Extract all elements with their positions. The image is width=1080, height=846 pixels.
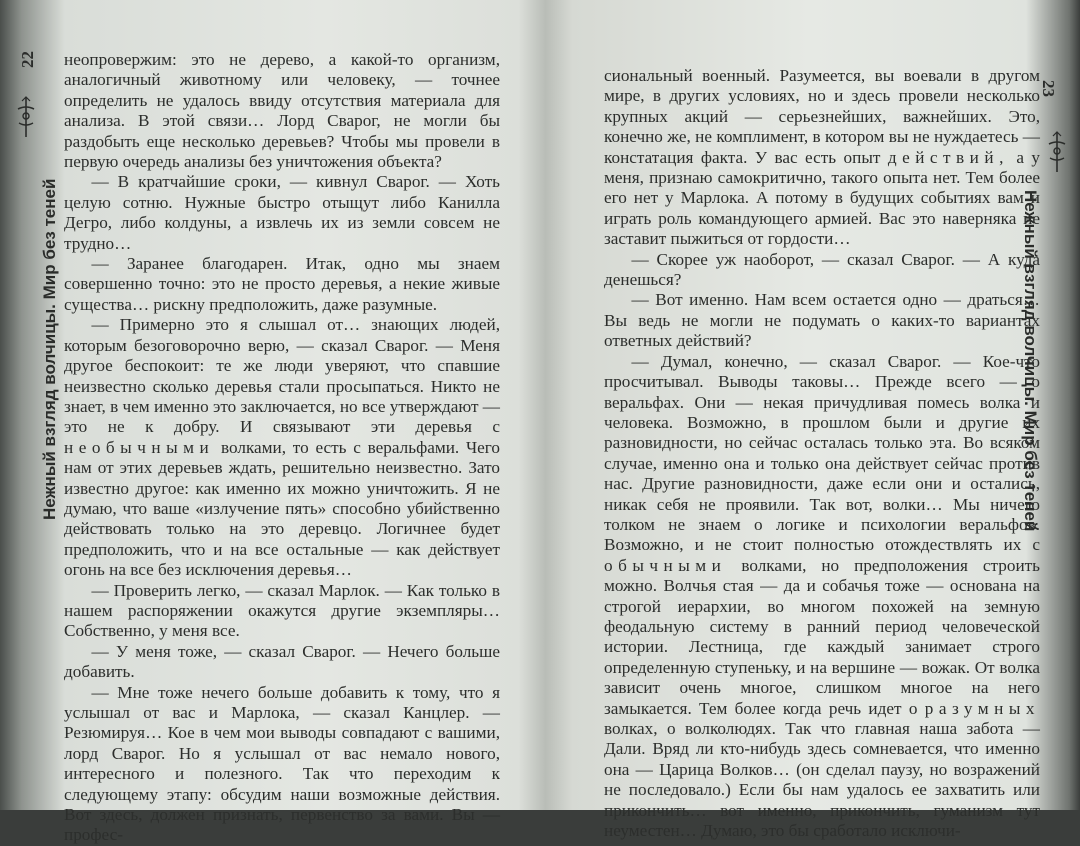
page-number: 23 [1039,80,1058,97]
paragraph: — В кратчайшие сроки, — кивнул Сварог. — Хоть целую сотню. Нужные быстро отыщут либо Канилла Дегро, либо колдуны, а извлечь их из земли совсем не трудно… [64,172,500,253]
body-text [604,66,1040,841]
emphasized-word: действий, [887,147,1009,167]
paragraph-text: а у меня, признаю самокритично, такого опыта нет. Тем более его нет у Марлока. А потому в будущих событиях вам и играть роль командующего армией. Вас это наверняка не заставит пыжиться от гордости… [604,147,1040,249]
paragraph [64,315,500,580]
right-page [540,0,1080,841]
emphasized-word: обычными [604,555,727,575]
running-head: Нежный взгляд волчицы. Мир без теней [40,178,59,520]
emphasized-word: разумных [924,698,1040,718]
paragraph-text: волками, то есть с веральфами. Чего нам от этих деревьев ждать, решительно неизвестно. Зато известно другое: как именно их можно уничтожить. Я не думаю, что ваше «излучение пять» способно убийственно действовать только на это деревцо. Логичнее будет предположить, что и на все остальные — как действует огонь на все без исключения деревья… [64,437,500,580]
sword-ornament-icon [14,95,38,139]
paragraph [604,66,1040,250]
paragraph-text: — Думал, конечно, — сказал Сварог. — Кое-что просчитывал. Выводы таковы… Прежде всего — о веральфах. Они — некая причудливая помесь волка и человека. Возможно, в прошлом были и другие их разновидности, но сейчас осталась только эта. Во всяком случае, именно она и только она действует сейчас против нас. Другие разновидности, даже если они и остались, никак себя не проявили. Так вот, волки… Мы ничего толком не знаем о логике и психологии веральфов. Возможно, и не стоит полностью отождествлять их с [604,351,1040,555]
body-text [64,50,500,846]
paragraph: неопровержим: это не дерево, а какой-то организм, аналогичный животному или человеку, — точнее определить не удалось ввиду отсутствия материала для анализа. В этой связи… Лорд Сварог, не могли бы раздобыть еще несколько деревьев? Чтобы мы провели в первую очередь анализы без уничтожения объекта? [64,50,500,172]
sword-ornament-icon [1045,130,1069,174]
emphasized-word: необычными [64,437,215,457]
paragraph-text: волках, о волколюдях. Так что главная наша забота — Дали. Вряд ли кто-нибудь здесь сомневается, что именно она — Царица Волков… (он сделал паузу, но возражений не последовало.) Если бы нам удалось ее захватить или прикончить… вот именно, прикончить, гуманизм тут неуместен… Думаю, это бы сработало исключи- [604,719,1040,841]
paragraph: — Мне тоже нечего больше добавить к тому, что я услышал от вас и Марлока, — сказал Канцлер. — Резюмируя… Кое в чем мои выводы совпадают с вашими, лорд Сварог. Но я услышал от вас немало нового, интересного и полезного. Так что переходим к следующему этапу: обсудим наши возможные действия. Вот здесь, должен признать, первенство за вами. Вы — профес- [64,682,500,845]
paragraph: — Скорее уж наоборот, — сказал Сварог. — А куда денешься? [604,249,1040,290]
paragraph: — Проверить легко, — сказал Марлок. — Как только в нашем распоряжении окажутся другие экземпляры… Собственно, у меня все. [64,580,500,641]
paragraph: — Заранее благодарен. Итак, одно мы знаем совершенно точно: это не просто деревья, а некие живые существа… рискну предположить, даже разумные. [64,254,500,314]
paragraph: — У меня тоже, — сказал Сварог. — Нечего больше добавить. [64,641,500,682]
paragraph-text: волками, но предположения строить можно. Волчья стая — да и собачья тоже — основана на строгой иерархии, во многом похожей на земную феодальную систему в ранний период человеческой истории. Лестница, где каждый занимает строго определенную ступеньку, и на вершине — вожак. От волка зависит очень многое, слишком многое на него замыкается. Тем более когда речь идет о [604,555,1040,718]
running-head: Нежный взгляд волчицы. Мир без теней [1021,190,1040,532]
left-page [0,0,540,845]
paragraph-text: — Примерно это я слышал от… знающих людей, которым безоговорочно верю, — сказал Сварог. — Меня другое беспокоит: те же люди уверяют, что спавшие неизвестно сколько деревья стали просыпаться. Никто не знает, в чем именно это заключается, но все утверждают — это не к добру. И связывают эти деревья с [64,315,500,437]
paragraph [604,352,1040,842]
paragraph-text: сиональный военный. Разумеется, вы воевали в другом мире, в других условиях, но и здесь провели несколько крупных акций — серьезнейших, важнейших. Это, конечно же, не комплимент, в котором вы не нуждаетесь — констатация факта. У вас есть опыт [604,66,1040,167]
page-number: 22 [18,51,37,68]
paragraph: — Вот именно. Нам всем остается одно — драться… Вы ведь не могли не подумать о каких-то вариантах ответных действий? [604,290,1040,351]
